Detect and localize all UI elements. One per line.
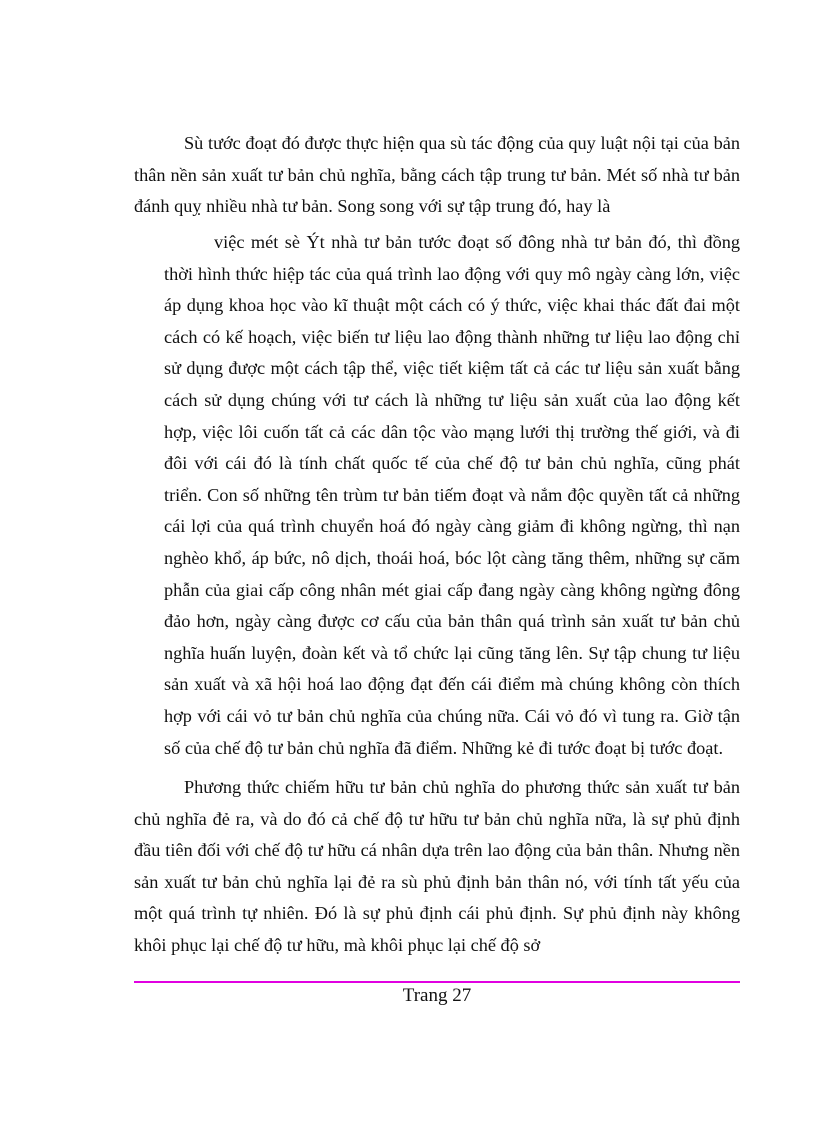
paragraph-2: việc mét sè Ýt nhà tư bản tước đoạt số đông nhà tư bản đó, thì đồng thời hình thức hiệp tác của quá trình lao động với quy mô ngày càng lớn, việc áp dụng khoa học vào kĩ thuật một cách có ý thức, việc khai thác đất đai một cách có kế hoạch, việc biến tư liệu lao động thành những tư liệu lao động chỉ sử dụng được một cách tập thể, việc tiết kiệm tất cả các tư liệu sản xuất bằng cách sử dụng chúng với tư cách là những tư liệu sản xuất của lao động kết hợp, việc lôi cuốn tất cả các dân tộc vào mạng lưới thị trường thế giới, và đi đôi với cái đó là tính chất quốc tế của chế độ tư bản chủ nghĩa, cũng phát triển. Con số những tên trùm tư bản tiếm đoạt và nắm độc quyền tất cả những cái lợi của quá trình chuyển hoá đó ngày càng giảm đi không ngừng, thì nạn nghèo khổ, áp bức, nô dịch, thoái hoá, bóc lột càng tăng thêm, những sự căm phẫn của giai cấp công nhân mét giai cấp đang ngày càng không ngừng đông đảo hơn, ngày càng được cơ cấu của bản thân quá trình sản xuất tư bản chủ nghĩa huấn luyện, đoàn kết và tổ chức lại cũng tăng lên. Sự tập chung tư liệu sản xuất và xã hội hoá lao động đạt đến cái điểm mà chúng không còn thích hợp với cái vỏ tư bản chủ nghĩa của chúng nữa. Cái vỏ đó vì tung ra. Giờ tận số của chế độ tư bản chủ nghĩa đã điểm. Những kẻ đi tước đoạt bị tước đoạt. [164, 232, 740, 758]
body-text-section-3 [134, 772, 740, 962]
body-text-section-2 [164, 227, 740, 764]
paragraph-1: Sù tước đoạt đó được thực hiện qua sù tác động của quy luật nội tại của bản thân nền sản xuất tư bản chủ nghĩa, bằng cách tập trung tư bản. Mét số nhà tư bản đánh quỵ nhiều nhà tư bản. Song song với sự tập trung đó, hay là [134, 133, 740, 217]
paragraph-3: Phương thức chiếm hữu tư bản chủ nghĩa do phương thức sản xuất tư bản chủ nghĩa đẻ ra, và do đó cả chế độ tư hữu tư bản chủ nghĩa nữa, là sự phủ định đầu tiên đối với chế độ tư hữu cá nhân dựa trên lao động của bản thân. Nhưng nền sản xuất tư bản chủ nghĩa lại đẻ ra sù phủ định bản thân nó, với tính tất yếu của một quá trình tự nhiên. Đó là sự phủ định cái phủ định. Sự phủ định này không khôi phục lại chế độ tư hữu, mà khôi phục lại chế độ sở [134, 777, 740, 955]
footer-divider [134, 981, 740, 983]
body-text-section-1 [134, 128, 740, 223]
page-number: Trang 27 [402, 985, 472, 1006]
